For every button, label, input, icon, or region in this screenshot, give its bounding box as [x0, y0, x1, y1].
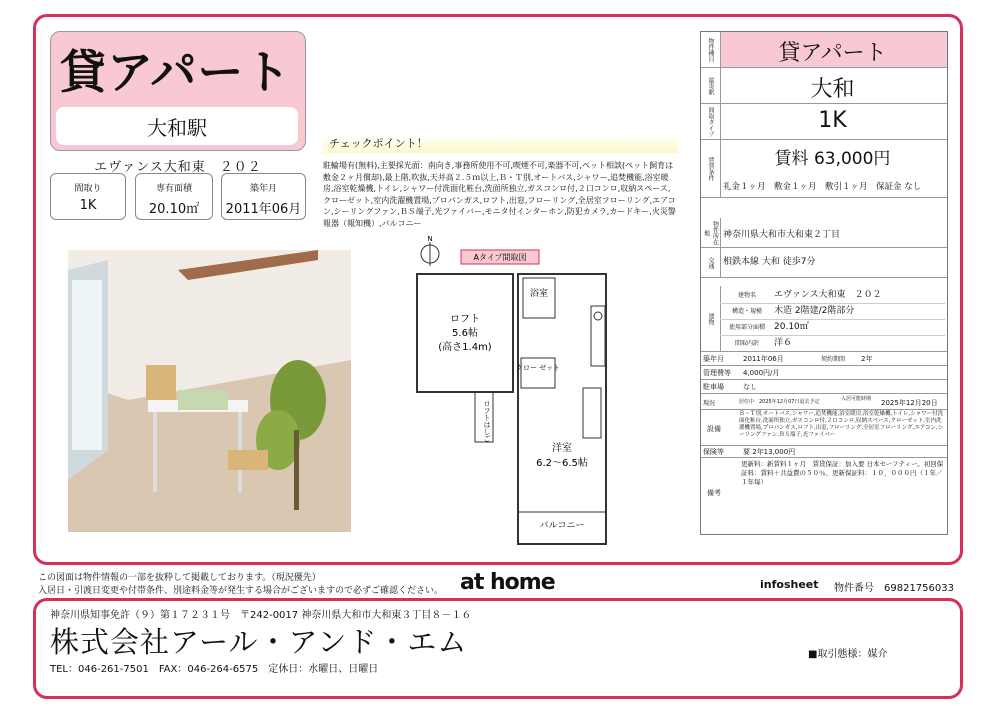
bath-label: 浴室 — [529, 289, 549, 299]
row-notes — [701, 458, 947, 534]
room-value: 洋６ — [774, 338, 793, 348]
movein-label: 入居可能時期 — [841, 396, 872, 402]
location-value: 神奈川県大和市大和東２丁目 — [723, 230, 841, 240]
checkpoint-heading: チェックポイント！ — [323, 135, 678, 153]
page-title: 貸アパート — [60, 45, 292, 99]
room-size: 6.2〜6.5帖 — [536, 458, 588, 469]
room-row — [720, 335, 945, 351]
infosheet-label: infosheet — [760, 578, 819, 591]
station-value: 大和 — [810, 77, 855, 102]
mgmt-value: 4,000円/月 — [743, 369, 780, 377]
kind-value: 貸アパート — [778, 41, 887, 66]
loft-size: 5.6帖 — [452, 328, 478, 339]
spec-label: 築年月 — [249, 184, 277, 194]
bname-value: エヴァンス大和東 ２０２ — [774, 290, 882, 300]
area-row — [720, 319, 945, 336]
plan-type-label: Aタイプ間取図 — [473, 253, 527, 262]
equip-label: 設備 — [707, 425, 721, 433]
row-parking — [701, 380, 947, 394]
status-label: 現況 — [703, 400, 716, 407]
row-kind — [701, 32, 947, 68]
row-label: 間取タイプ — [701, 104, 721, 139]
row-terms — [701, 140, 947, 198]
athome-logo: at home — [460, 570, 555, 595]
room-label: 間取内訳 — [734, 340, 759, 347]
movein-value: 2025年12月20日 — [881, 399, 938, 407]
balcony-label: バルコニー — [539, 521, 585, 531]
row-label: 物件所在地 — [701, 218, 721, 247]
rent-value: 賃料 63,000円 — [774, 149, 891, 169]
notice-line-2: 入居日・引渡日変更や付帯条件、別途料金等が発生する場合がございますので必ずご確認ください。 — [38, 586, 444, 596]
property-number: 物件番号 69821756033 — [834, 583, 954, 594]
parking-label: 駐車場 — [703, 383, 724, 391]
loft-height: (高さ1.4m) — [438, 342, 492, 353]
area-value: 20.10㎡ — [774, 322, 809, 332]
transport-value: 相鉄本線 大和 徒歩7分 — [723, 257, 816, 267]
row-equip — [701, 410, 947, 446]
station-title: 大和駅 — [56, 107, 298, 145]
property-info-table — [700, 31, 948, 535]
floor-plan — [405, 236, 635, 551]
row-built — [701, 352, 947, 366]
insurance-value: 要 2年13,000円 — [743, 448, 796, 456]
row-location — [701, 218, 947, 248]
parking-value: なし — [743, 383, 757, 391]
area-label: 使用部分面積 — [728, 324, 765, 331]
row-building — [701, 286, 947, 352]
notice-line-1: この図面は物件情報の一部を抜粋して掲載しております。（現況優先） — [38, 573, 321, 583]
ladder-label: ロフトはしご — [483, 400, 491, 442]
license-address: 神奈川県知事免許（９）第１７２３１号 〒242-0017 神奈川県大和市大和東３丁目８－１６ — [50, 610, 472, 621]
notes-value: 更新料：新賃料１ヶ月 賃貸保証：加入要 日本セーフティー。初回保証料：賃料＋共益費の５０％、更新保証料：１０，０００円（１年／１年毎） — [741, 460, 944, 486]
equip-value: Ｂ・Ｔ別,オートバス,シャワー,追焚機能,浴室暖房,浴室乾燥機,トイレ,シャワー付洗面化粧台,洗面所独立,ガスコンロ付,２口コンロ,収納スペース,クローゼット,室内洗濯機置場,プロパンガス,ロフト,出窓,フローリング,全居室フローリング,エアコン,シーリングファン,ＢＳ端子,光ファイバー — [739, 411, 944, 438]
row-mgmt — [701, 366, 947, 380]
checkpoint-body: 駐輪場有(無料),主要採光面：南向き,事務所使用不可,喫煙不可,楽器不可,ペット相談(ペット飼育は敷金２ヶ月償却),最上階,吹抜,天井高２.５ｍ以上,Ｂ・Ｔ別,オートバス,シャワー,追焚機能,浴室暖房,浴室乾燥機,トイレ,シャワー付洗面化粧台,洗面所独立,ガスコンロ付,２口コンロ,収納スペース,クローゼット,室内洗濯機置場,プロパンガス,ロフト,出窓,フローリング,全居室フローリング,エアコン,シーリングファン,ＢＳ端子,光ファイバー,モニタ付インターホン,防犯カメラ,カードキー,火災警報器（報知機）,バルコニー — [323, 161, 676, 228]
property-name: エヴァンス大和東 ２０２ — [94, 160, 262, 175]
row-station — [701, 68, 947, 104]
row-label: 交通 — [701, 248, 721, 277]
spec-layout — [50, 173, 126, 220]
row-status — [701, 394, 947, 410]
row-label: 賃貸条件 — [701, 140, 721, 197]
struct-label: 構造・規模 — [731, 308, 762, 315]
company-contact: TEL：046-261-7501 FAX：046-264-6575 定休日：水曜日、日曜日 — [50, 664, 379, 675]
insurance-label: 保険等 — [703, 448, 724, 456]
struct-row — [720, 303, 945, 320]
mgmt-label: 管理費等 — [703, 369, 731, 377]
bname-label: 建物名 — [737, 292, 756, 299]
fees-value: 礼金１ヶ月 敷金１ヶ月 敷引１ヶ月 保証金 なし — [723, 182, 922, 192]
spec-value: 2011年06月 — [225, 202, 302, 217]
spec-label: 間取り — [74, 184, 102, 194]
spec-value: 1K — [79, 198, 97, 213]
notes-label: 備考 — [707, 489, 721, 497]
row-layout — [701, 104, 947, 140]
layout-value: 1K — [818, 108, 847, 133]
built-label: 築年月 — [703, 355, 724, 363]
spec-value: 20.10㎡ — [148, 202, 200, 217]
contract-value: 2年 — [861, 355, 873, 363]
row-label: 物件種目 — [701, 32, 721, 67]
room-photo — [68, 250, 351, 532]
transaction-type: ■取引態様：媒介 — [808, 649, 888, 660]
row-label: 最寄駅 — [701, 68, 721, 103]
status-value: 居住中 2025年12月07日退去予定 — [739, 399, 820, 405]
contract-label: 契約期間 — [821, 356, 846, 363]
spec-built — [221, 173, 306, 220]
built-value: 2011年06月 — [743, 355, 784, 363]
company-name: 株式会社アール・アンド・エム — [50, 625, 468, 659]
struct-value: 木造 2階建/2階部分 — [774, 306, 855, 316]
spec-area — [135, 173, 213, 220]
row-label: 建物 — [701, 286, 721, 351]
room-name: 洋室 — [552, 443, 572, 454]
bname-row — [720, 287, 945, 304]
spec-label: 専有面積 — [155, 184, 192, 194]
row-transport — [701, 248, 947, 278]
closet-label: クロー ゼット — [515, 364, 561, 372]
row-insurance — [701, 446, 947, 458]
loft-name: ロフト — [450, 314, 480, 325]
north-mark: N — [427, 236, 433, 243]
